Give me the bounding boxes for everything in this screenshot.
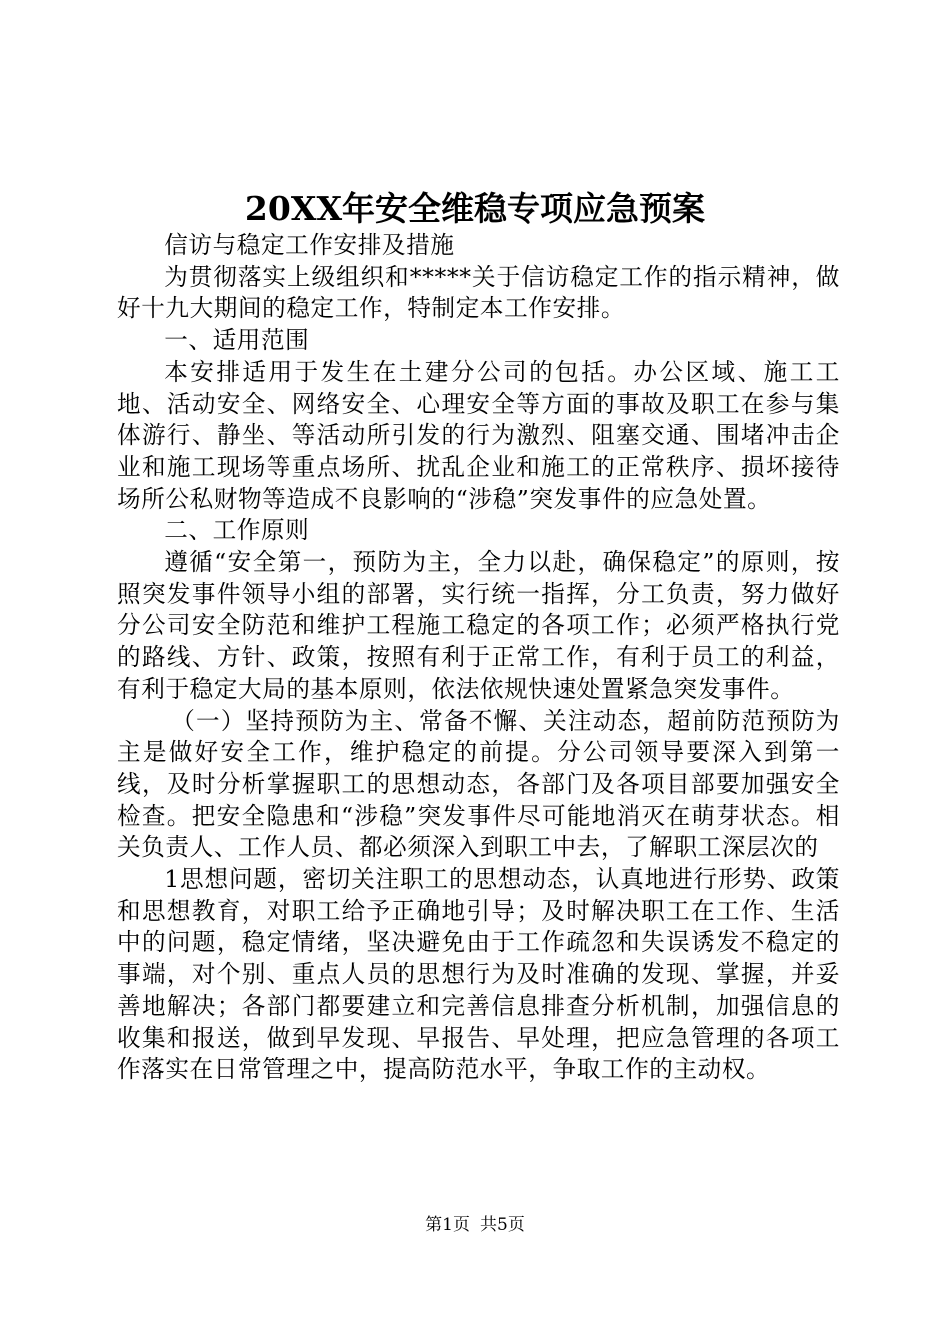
prevention-paragraph: （一）坚持预防为主、常备不懈、关注动态，超前防范预防为主是做好安全工作，维护稳定的前提。分公司领导要深入到第一线，及时分析掌握职工的思想动态，各部门及各项目部要加强安全检查。把安全隐患和“涉稳”突发事件尽可能地消灭在萌芽状态。相关负责人、工作人员、都必须深入到职工中去，了解职工深层次的: [117, 706, 840, 862]
document-body: [117, 230, 840, 1086]
section-heading: 一、适用范围: [164, 326, 310, 355]
page-footer: [0, 1214, 950, 1236]
section-heading: 二、工作原则: [164, 516, 310, 545]
scope-paragraph: 本安排适用于发生在土建分公司的包括。办公区域、施工工地、活动安全、网络安全、心理安全等方面的事故及职工在参与集体游行、静坐、等活动所引发的行为激烈、阻塞交通、围堵冲击企业和施工现场等重点场所、扰乱企业和施工的正常秩序、损坏接待场所公私财物等造成不良影响的“涉稳”突发事件的应急处置。: [117, 357, 840, 513]
intro-paragraph: 为贯彻落实上级组织和*****关于信访稳定工作的指示精神，做好十九大期间的稳定工作，特制定本工作安排。: [117, 262, 840, 323]
thought-issues-paragraph: 1思想问题，密切关注职工的思想动态，认真地进行形势、政策和思想教育，对职工给予正确地引导；及时解决职工在工作、生活中的问题，稳定情绪，坚决避免由于工作疏忽和失误诱发不稳定的事端，对个别、重点人员的思想行为及时准确的发现、掌握，并妥善地解决；各部门都要建立和完善信息排查分析机制，加强信息的收集和报送，做到早发现、早报告、早处理，把应急管理的各项工作落实在日常管理之中，提高防范水平，争取工作的主动权。: [117, 865, 840, 1084]
page-number: 第1页: [425, 1215, 470, 1235]
section-heading: 信访与稳定工作安排及措施: [164, 231, 455, 259]
principles-paragraph: 遵循“安全第一，预防为主，全力以赴，确保稳定”的原则，按照突发事件领导小组的部署，实行统一指挥，分工负责，努力做好分公司安全防范和维护工程施工稳定的各项工作；必须严格执行党的路线、方针、政策，按照有利于正常工作，有利于员工的利益，有利于稳定大局的基本原则，依法依规快速处置紧急突发事件。: [117, 548, 840, 703]
page-count: 共5页: [480, 1215, 525, 1235]
document-title: 20XX年安全维稳专项应急预案: [244, 189, 706, 228]
